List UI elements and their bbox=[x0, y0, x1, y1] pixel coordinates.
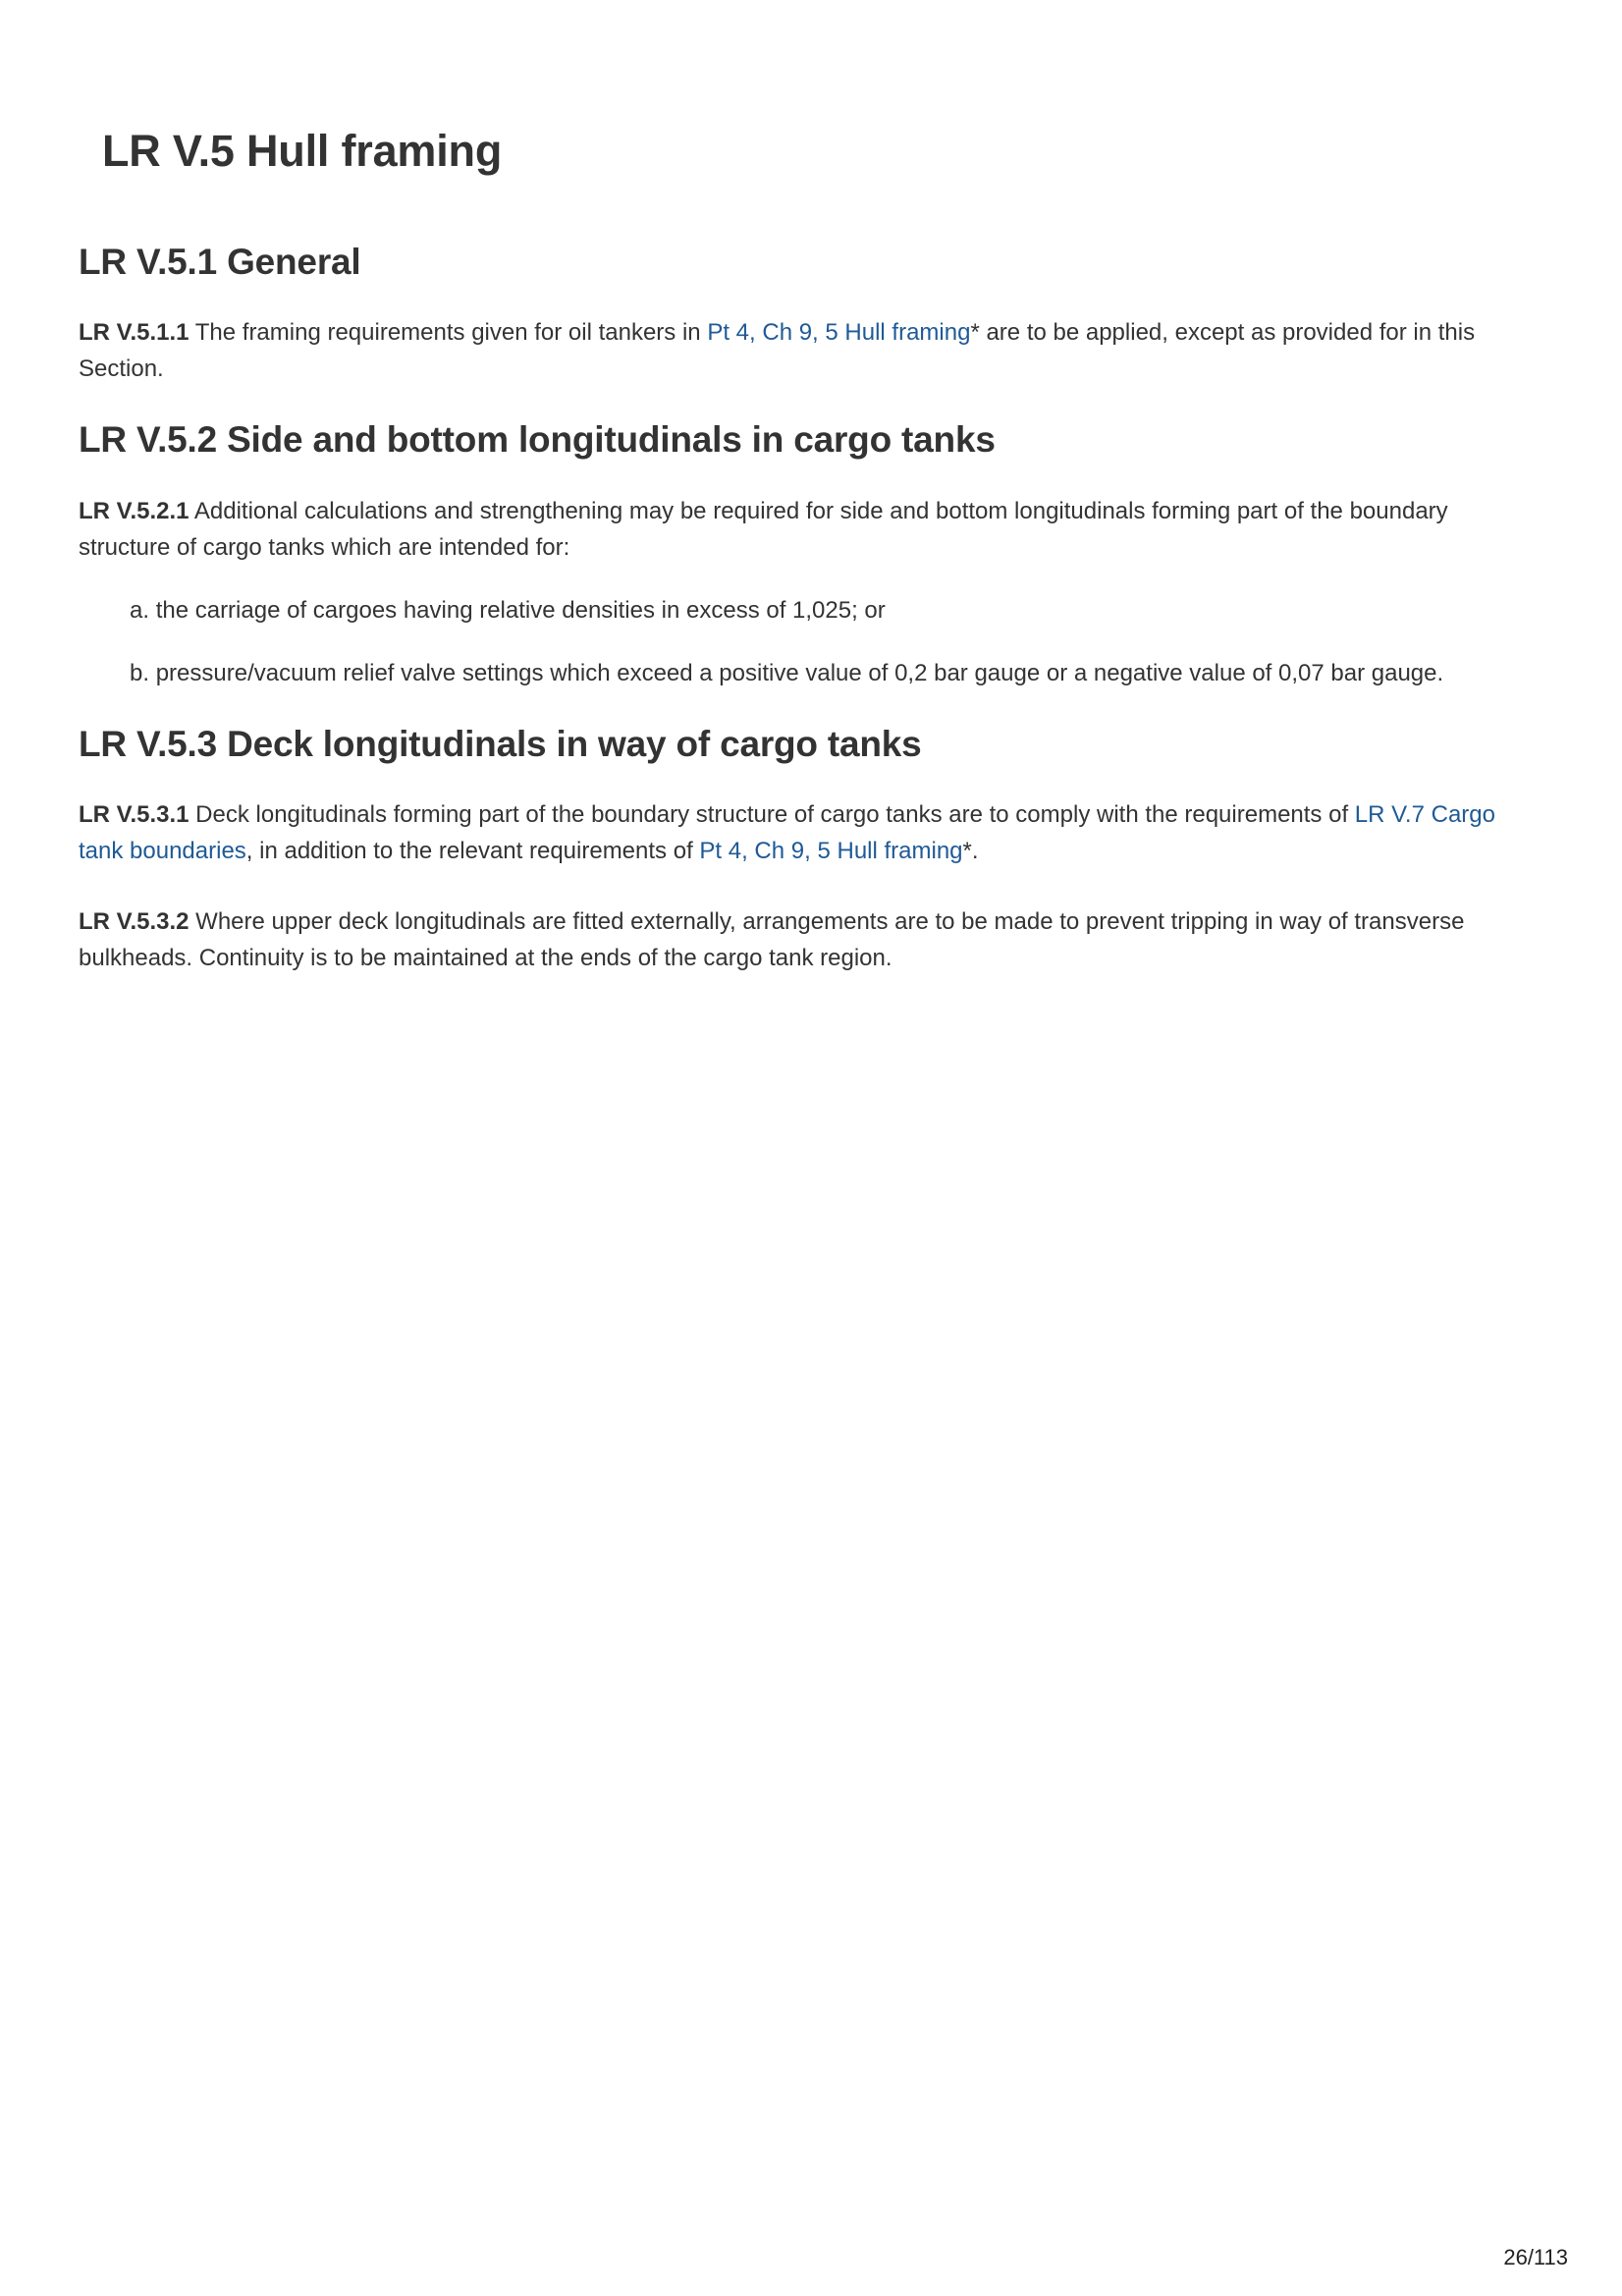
clause-number: LR V.5.3.1 bbox=[79, 801, 189, 828]
clause-5-1-1 bbox=[79, 314, 1532, 387]
link-pt4-ch9-hull-framing[interactable]: Pt 4, Ch 9, 5 Hull framing bbox=[707, 319, 971, 346]
heading-general: LR V.5.1 General bbox=[79, 242, 361, 282]
clause-number: LR V.5.1.1 bbox=[79, 319, 189, 346]
clause-text: The framing requirements given for oil tankers in bbox=[189, 319, 708, 346]
heading-deck-longitudinals: LR V.5.3 Deck longitudinals in way of cargo tanks bbox=[79, 724, 922, 764]
heading-side-bottom-longitudinals: LR V.5.2 Side and bottom longitudinals in cargo tanks bbox=[79, 419, 996, 460]
list-marker: b. bbox=[130, 660, 150, 686]
clause-text: Additional calculations and strengthening may be required for side and bottom longitudinals forming part of the boundary structure of cargo tanks which are intended for: bbox=[79, 498, 1448, 561]
clause-text: *. bbox=[962, 838, 979, 864]
clause-text: * are to be applied, except as provided for in this Section. bbox=[79, 319, 1476, 382]
link-pt4-ch9-hull-framing[interactable]: Pt 4, Ch 9, 5 Hull framing bbox=[699, 838, 963, 864]
list-item-b bbox=[130, 655, 1534, 691]
clause-text: Where upper deck longitudinals are fitted externally, arrangements are to be made to prevent tripping in way of transverse bulkheads. Continuity is to be maintained at the ends of the cargo tank region. bbox=[79, 908, 1465, 971]
page-number: 26/113 bbox=[1503, 2245, 1568, 2269]
list-text: the carriage of cargoes having relative densities in excess of 1,025; or bbox=[155, 597, 886, 624]
list-text: pressure/vacuum relief valve settings which exceed a positive value of 0,2 bar gauge or a negative value of 0,07 bar gauge. bbox=[155, 660, 1444, 686]
clause-5-3-1 bbox=[79, 796, 1532, 869]
page-title: LR V.5 Hull framing bbox=[102, 126, 503, 176]
clause-number: LR V.5.3.2 bbox=[79, 908, 189, 935]
list-item-a bbox=[130, 592, 1534, 629]
clause-text: , in addition to the relevant requirements of bbox=[245, 838, 700, 864]
clause-text: Deck longitudinals forming part of the boundary structure of cargo tanks are to comply with the requirements of bbox=[189, 801, 1355, 828]
clause-number: LR V.5.2.1 bbox=[79, 498, 189, 524]
link-lr-v7-cargo-tank-boundaries[interactable]: LR V.7 Cargo tank boundaries bbox=[79, 801, 1495, 864]
list-marker: a. bbox=[130, 597, 150, 624]
clause-5-2-1 bbox=[79, 493, 1532, 566]
clause-5-3-2 bbox=[79, 903, 1532, 976]
